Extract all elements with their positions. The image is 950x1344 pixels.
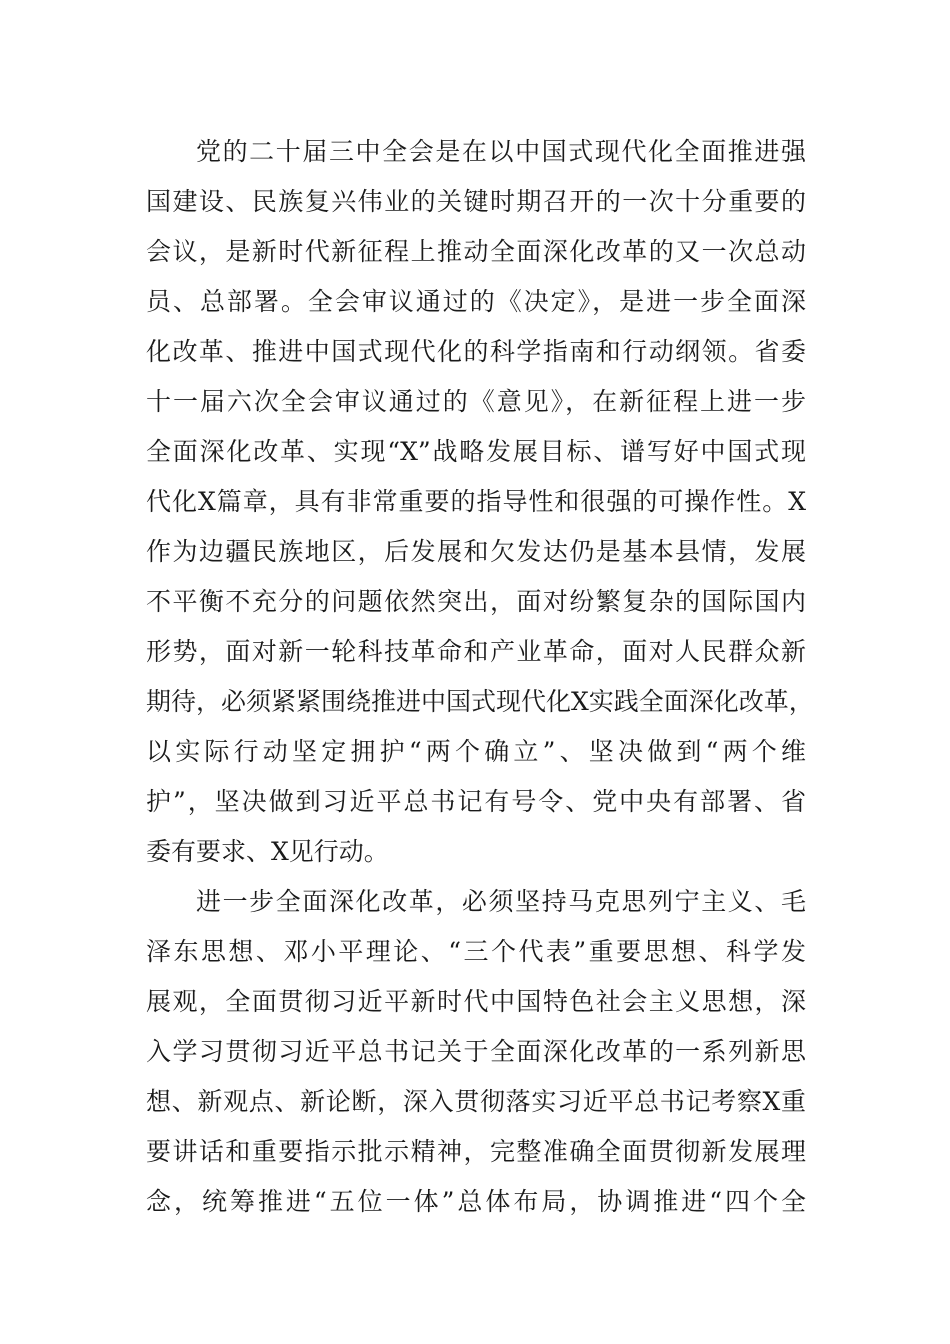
paragraph-2-line-5: 想、新观点、新论断，深入贯彻落实习近平总书记考察X重 (146, 1087, 806, 1116)
paragraph-1-line-5: 化改革、推进中国式现代化的科学指南和行动纲领。省委 (146, 337, 806, 366)
paragraph-2-line-6: 要讲话和重要指示批示精神，完整准确全面贯彻新发展理 (146, 1137, 806, 1166)
paragraph-1-line-11: 形势，面对新一轮科技革命和产业革命，面对人民群众新 (146, 637, 806, 666)
paragraph-1-line-14: 护”，坚决做到习近平总书记有号令、党中央有部署、省 (146, 787, 806, 816)
paragraph-1-line-13: 以实际行动坚定拥护“两个确立”、坚决做到“两个维 (146, 737, 806, 766)
paragraph-1-line-1: 党的二十届三中全会是在以中国式现代化全面推进强 (196, 137, 806, 166)
paragraph-1-line-6: 十一届六次全会审议通过的《意见》，在新征程上进一步 (146, 387, 806, 416)
paragraph-2-line-2: 泽东思想、邓小平理论、“三个代表”重要思想、科学发 (146, 937, 806, 966)
paragraph-1-line-12: 期待，必须紧紧围绕推进中国式现代化X实践全面深化改革， (146, 687, 814, 716)
paragraph-2-line-1: 进一步全面深化改革，必须坚持马克思列宁主义、毛 (196, 887, 806, 916)
paragraph-1-line-2: 国建设、民族复兴伟业的关键时期召开的一次十分重要的 (146, 187, 806, 216)
paragraph-1-line-8: 代化X篇章，具有非常重要的指导性和很强的可操作性。X (146, 487, 806, 516)
paragraph-2-line-7: 念，统筹推进“五位一体”总体布局，协调推进“四个全 (146, 1187, 806, 1216)
paragraph-2-line-3: 展观，全面贯彻习近平新时代中国特色社会主义思想，深 (146, 987, 806, 1016)
paragraph-1-line-3: 会议，是新时代新征程上推动全面深化改革的又一次总动 (146, 237, 806, 266)
paragraph-1-line-9: 作为边疆民族地区，后发展和欠发达仍是基本县情，发展 (146, 537, 806, 566)
paragraph-1-line-15: 委有要求、X见行动。 (146, 837, 389, 866)
paragraph-1-line-4: 员、总部署。全会审议通过的《决定》，是进一步全面深 (146, 287, 806, 316)
paragraph-1-line-7: 全面深化改革、实现“X”战略发展目标、谱写好中国式现 (146, 437, 806, 466)
paragraph-1-line-10: 不平衡不充分的问题依然突出，面对纷繁复杂的国际国内 (146, 587, 806, 616)
paragraph-2-line-4: 入学习贯彻习近平总书记关于全面深化改革的一系列新思 (146, 1037, 806, 1066)
